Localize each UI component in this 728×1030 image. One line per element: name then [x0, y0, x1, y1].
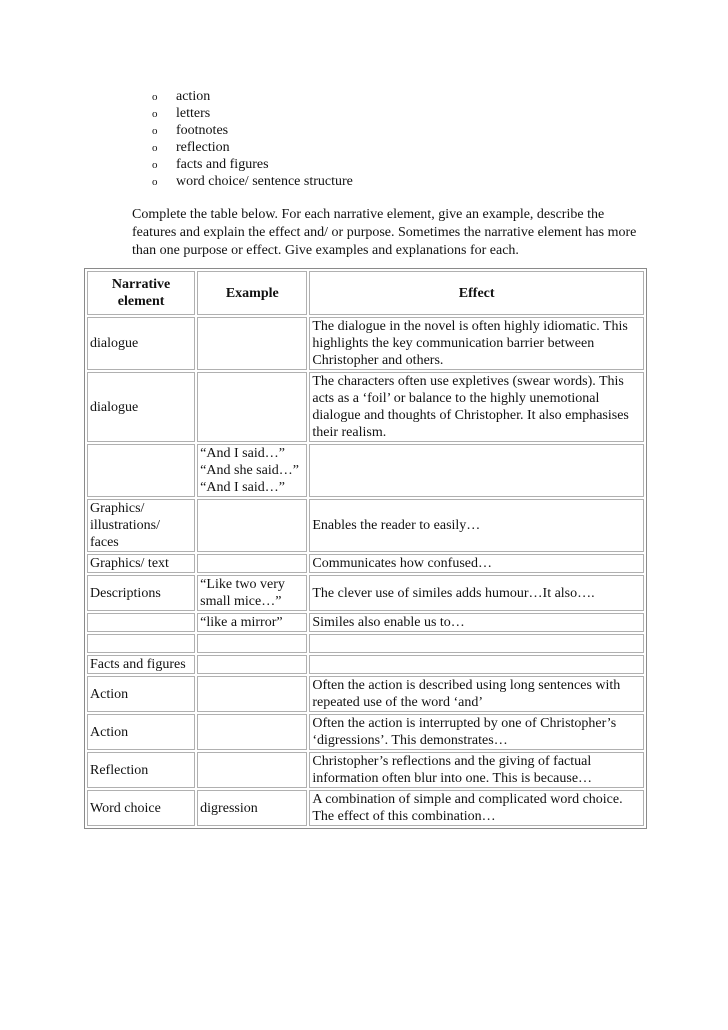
bullet-text: reflection	[176, 140, 230, 155]
element-cell: Descriptions	[87, 575, 195, 611]
effect-cell: The characters often use expletives (swear words). This acts as a ‘foil’ or balance to the highly unemotional dialogue and thoughts of Christopher. It also emphasises their realism.	[309, 372, 644, 442]
list-item	[152, 173, 353, 190]
table-row	[87, 714, 644, 750]
example-cell	[197, 676, 307, 712]
example-cell: “like a mirror”	[197, 613, 307, 632]
example-cell	[197, 554, 307, 573]
effect-cell: Often the action is described using long sentences with repeated use of the word ‘and’	[309, 676, 644, 712]
element-cell: Graphics/ illustrations/ faces	[87, 499, 195, 552]
example-cell	[197, 655, 307, 674]
table-row	[87, 752, 644, 788]
effect-cell: The dialogue in the novel is often highly idiomatic. This highlights the key communication barrier between Christopher and others.	[309, 317, 644, 370]
element-cell: Facts and figures	[87, 655, 195, 674]
list-item	[152, 139, 353, 156]
table-row	[87, 317, 644, 370]
table-row	[87, 554, 644, 573]
example-cell	[197, 752, 307, 788]
element-cell	[87, 634, 195, 653]
header-example: Example	[197, 271, 307, 315]
example-cell	[197, 317, 307, 370]
table-row	[87, 676, 644, 712]
bullet-text: facts and figures	[176, 157, 269, 172]
table-row	[87, 613, 644, 632]
table-row	[87, 372, 644, 442]
effect-cell: A combination of simple and complicated word choice. The effect of this combination…	[309, 790, 644, 826]
list-item	[152, 122, 353, 139]
table-row	[87, 790, 644, 826]
example-cell: “Like two very small mice…”	[197, 575, 307, 611]
element-cell: Action	[87, 714, 195, 750]
example-cell: “And I said…” “And she said…” “And I said…”	[197, 444, 307, 497]
header-narrative-element: Narrative element	[87, 271, 195, 315]
table-row	[87, 575, 644, 611]
table-row	[87, 499, 644, 552]
effect-cell	[309, 634, 644, 653]
element-cell: dialogue	[87, 317, 195, 370]
element-cell: dialogue	[87, 372, 195, 442]
element-cell: Reflection	[87, 752, 195, 788]
instructions-paragraph: Complete the table below. For each narrative element, give an example, describe the features and explain the effect and/ or purpose. Sometimes the narrative element has more than one purpose or effect. Give examples and explanations for each.	[132, 207, 637, 258]
example-cell	[197, 499, 307, 552]
bullet-text: footnotes	[176, 123, 229, 138]
bullet-marker: o	[152, 142, 158, 154]
effect-cell: Enables the reader to easily…	[309, 499, 644, 552]
bullet-marker: o	[152, 159, 158, 171]
example-cell	[197, 634, 307, 653]
list-item	[152, 156, 353, 173]
example-cell	[197, 714, 307, 750]
effect-cell: Communicates how confused…	[309, 554, 644, 573]
effect-cell	[309, 655, 644, 674]
narrative-elements-table	[84, 268, 647, 829]
bullet-text: action	[176, 89, 211, 104]
bullet-marker: o	[152, 108, 158, 120]
effect-cell: Christopher’s reflections and the giving of factual information often blur into one. This is because…	[309, 752, 644, 788]
bullet-text: letters	[176, 106, 211, 121]
element-cell	[87, 444, 195, 497]
table-header-row	[87, 271, 644, 315]
table-row	[87, 655, 644, 674]
bullet-text: word choice/ sentence structure	[176, 174, 353, 189]
example-cell: digression	[197, 790, 307, 826]
effect-cell: Similes also enable us to…	[309, 613, 644, 632]
effect-cell: Often the action is interrupted by one of Christopher’s ‘digressions’. This demonstrates…	[309, 714, 644, 750]
bullet-marker: o	[152, 176, 158, 188]
element-cell	[87, 613, 195, 632]
effect-cell: The clever use of similes adds humour…It also….	[309, 575, 644, 611]
bullet-marker: o	[152, 91, 158, 103]
table-row	[87, 444, 644, 497]
element-cell: Action	[87, 676, 195, 712]
table-row	[87, 634, 644, 653]
header-effect: Effect	[309, 271, 644, 315]
element-cell: Word choice	[87, 790, 195, 826]
example-cell	[197, 372, 307, 442]
list-item	[152, 88, 353, 105]
bullet-marker: o	[152, 125, 158, 137]
element-cell: Graphics/ text	[87, 554, 195, 573]
list-item	[152, 105, 353, 122]
bullet-list	[152, 88, 353, 190]
effect-cell	[309, 444, 644, 497]
